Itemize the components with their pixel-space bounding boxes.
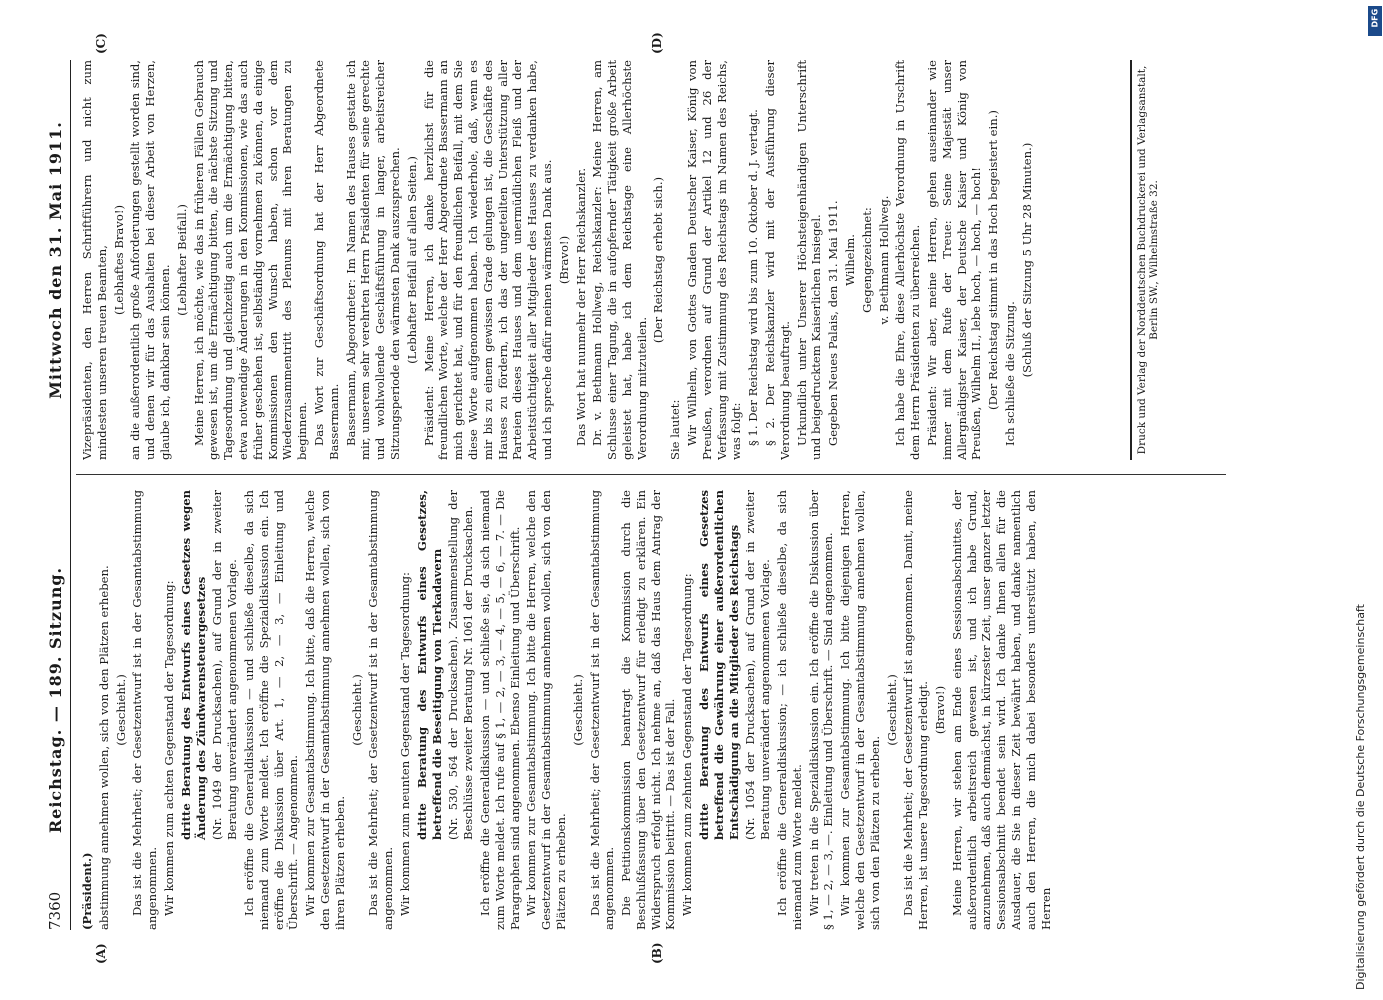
paragraph: Wir kommen zum zehnten Gegenstand der Tagesordnung: xyxy=(680,573,695,916)
digitization-note-text: Digitalisierung gefördert durch die Deutsche Forschungsgemeinschaft xyxy=(1354,604,1367,990)
paragraph: an die außerordentlich große Anforderungen gestellt worden sind, und denen wir für das Aushalten bei dieser Arbeit von Herzen, glaube ich, dankbar sein können. xyxy=(128,60,172,460)
paragraph: Wir kommen zum achten Gegenstand der Tagesordnung: xyxy=(161,580,176,916)
header-left-title: Reichstag. — 189. Sitzung. xyxy=(46,566,65,834)
paragraph: (Nr. 1054 der Drucksachen), auf Grund der in zweiter Beratung unverändert angenommenen Vorlage. xyxy=(743,490,773,840)
paragraph: Wir treten in die Spezialdiskussion ein. Ich eröffne die Diskussion über § 1, — 2, — 3, —. Einleitung und Überschrift. — Sind angenommen. xyxy=(806,490,836,930)
dfg-logo-text: DFG xyxy=(1370,8,1380,28)
paragraph: Vizepräsidenten, den Herren Schriftführern und nicht zum mindesten unseren treuen Beamten, xyxy=(80,60,109,460)
paragraph: (Der Reichstag stimmt in das Hoch begeistert ein.) xyxy=(986,110,1001,410)
margin-letter-b: (B) xyxy=(650,942,664,964)
paragraph: Wir kommen zum neunten Gegenstand der Tagesordnung: xyxy=(397,572,412,916)
paragraph: (Geschieht.) xyxy=(113,674,128,746)
header-right-title: Mittwoch den 31. Mai 1911. xyxy=(46,121,65,399)
paragraph: Ich schließe die Sitzung. xyxy=(1003,301,1018,446)
margin-letter-a: (A) xyxy=(94,943,108,964)
paragraph: (Lebhaftes Bravo!) xyxy=(111,204,126,316)
paragraph: Das ist die Mehrheit; der Gesetzentwurf ist in der Gesamtabstimmung angenommen. xyxy=(366,490,396,930)
paragraph: dritte Beratung des Entwurfs eines Gesetzes, betreffend die Beseitigung von Tierkadavern xyxy=(414,490,444,840)
paragraph: Ich eröffne die Generaldiskussion — und schließe sie, da sich niemand zum Worte meldet. Ich rufe auf § 1, — 2, — 3, — 4, — 5, — 6, — 7. — Die Paragraphen sind angenommen. Ebenso Einleitung und Überschrift. xyxy=(477,490,522,930)
paragraph: Das Wort hat nunmehr der Herr Reichskanzler. xyxy=(573,167,588,446)
margin-letter-d: (D) xyxy=(650,32,664,54)
paragraph: Die Petitionskommission beantragt die Kommission durch die Beschlußfassung über den Gesetzentwurf für erledigt zu erklären. Ein Widerspruch erfolgt nicht. Ich nehme an, daß das Haus dem Antrag der Kommission beitritt. — Das ist der Fall. xyxy=(619,490,678,930)
column-divider xyxy=(76,474,1226,475)
paragraph: Wilhelm. xyxy=(843,234,858,286)
paragraph: (Nr. 1049 der Drucksachen), auf Grund der in zweiter Beratung unverändert angenommenen Vorlage. xyxy=(210,490,240,840)
right-column xyxy=(80,60,1120,460)
digitization-note xyxy=(1350,10,1380,990)
paragraph: abstimmung annehmen wollen, sich von den Plätzen erheben. xyxy=(96,565,111,930)
paragraph: (Lebhafter Beifall auf allen Seiten.) xyxy=(404,156,419,364)
paragraph: dritte Beratung des Entwurfs eines Gesetzes wegen Änderung des Zündwarensteuergesetzes xyxy=(178,490,208,840)
paragraph: Wir kommen zur Gesamtabstimmung. Ich bitte die Herren, welche den Gesetzentwurf in der Gesamtabstimmung annehmen wollen, sich von den Plätzen zu erheben. xyxy=(524,490,568,930)
paragraph: (Geschieht.) xyxy=(570,674,585,746)
paragraph: dritte Beratung des Entwurfs eines Gesetzes betreffend die Gewährung einer außerordentlichen Entschädigung an die Mitglieder des Reichstags xyxy=(697,490,741,840)
paragraph: (Geschieht.) xyxy=(349,674,364,746)
paragraph: Meine Herren, wir stehen am Ende eines Sessionsabschnittes, der außerordentlich arbeitsreich gewesen ist, und ich habe Grund, anzunehmen, daß auch demnächst, in kürzester Zeit, unser ganzer letzter Sessionsabschnitt beendet sein wird. Ich danke Ihnen allen für die Ausdauer, die Sie in dieser Zeit bewährt haben, und danke namentlich auch den Herren, die mich dabei besonders unterstützt haben, den Herren xyxy=(949,490,1053,930)
paragraph: Ich habe die Ehre, diese Allerhöchste Verordnung in Urschrift dem Herrn Präsidenten zu überreichen. xyxy=(893,60,923,460)
paragraph: (Nr. 530, 564 der Drucksachen). Zusammenstellung der Beschlüsse zweiter Beratung Nr. 1061 der Drucksachen. xyxy=(446,490,476,840)
paragraph: Präsident: Meine Herren, ich danke herzlichst für die freundlichen Worte, welche der Herr Abgeordnete Bassermann an mich gerichtet hat, und für den freundlichen Beifall, mit dem Sie diese Worte aufgenommen haben. Ich wiederhole, daß, wenn es mir bis zu einem gewissen Grade gelungen ist, die Geschäfte des Hauses zu fördern, ich das der ungeteilten Unterstützung aller Parteien dieses Hauses und dem unermüdlichen Fleiß und der Arbeitstüchtigkeit aller Mitglieder des Hauses zu verdanken habe, und ich spreche dafür meinen wärmsten Dank aus. xyxy=(421,60,554,460)
paragraph: Das ist die Mehrheit; der Gesetzentwurf ist in der Gesamtabstimmung angenommen. xyxy=(587,490,617,930)
paragraph: Ich eröffne die Generaldiskussion — und schließe dieselbe, da sich niemand zum Worte meldet. Ich eröffne die Spezialdiskussion ein. Ich eröffne die Diskussion über Art. 1, — 2, — 3, — Einleitung und Überschrift. — Angenommen. xyxy=(241,490,301,930)
paragraph: Wir kommen zur Gesamtabstimmung. Ich bitte, daß die Herren, welche den Gesetzentwurf in der Gesamtabstimmung annehmen wollen, sich von ihren Plätzen erheben. xyxy=(303,490,347,930)
paragraph: Das Wort zur Geschäftsordnung hat der Herr Abgeordnete Bassermann. xyxy=(311,60,341,460)
paragraph: (Präsident.) xyxy=(80,852,94,930)
paragraph: (Schluß der Sitzung 5 Uhr 28 Minuten.) xyxy=(1019,142,1034,378)
paragraph: Meine Herren, ich möchte, wie das in früheren Fällen Gebrauch gewesen ist, um die Ermächtigung bitten, die nächste Sitzung und Tagesordnung und gleichzeitig auch um die Ermächtigung bitten, etwa notwendige Änderungen in den Kommissionen, wie das auch früher geschehen ist, selbständig vornehmen zu können, da einige Kommissionen den Wunsch haben, schon vor dem Wiederzusammentritt des Plenums mit ihren Beratungen zu beginnen. xyxy=(191,60,310,460)
paragraph: Dr. v. Bethmann Hollweg, Reichskanzler: Meine Herren, am Schlusse einer Tagung, die in aufopfernder Tätigkeit große Arbeit geleistet hat, habe ich dem Reichstage eine Allerhöchste Verordnung mitzuteilen. xyxy=(590,60,649,460)
paragraph: § 1. Der Reichstag wird bis zum 10. Oktober d. J. vertagt. xyxy=(746,109,761,446)
document-page xyxy=(40,32,1230,964)
imprint-text: Druck und Verlag der Norddeutschen Buchdruckerei und Verlagsanstalt, Berlin SW., Wilhelmstraße 32. xyxy=(1136,65,1160,455)
paragraph: Gegengezeichnet: xyxy=(859,207,874,313)
margin-letter-c: (C) xyxy=(94,33,108,54)
paragraph: Wir Wilhelm, von Gottes Gnaden Deutscher Kaiser, König von Preußen, verordnen auf Grund der Artikel 12 und 26 der Verfassung mit Zustimmung des Reichstags im Namen des Reichs, was folgt: xyxy=(685,60,744,460)
paragraph: (Der Reichstag erhebt sich.) xyxy=(651,176,666,344)
page-number: 7360 xyxy=(46,891,64,930)
paragraph: (Geschieht.) xyxy=(884,674,899,746)
paragraph: Präsident: Wir aber, meine Herren, gehen auseinander wie immer mit dem Rufe der Treue: Seine Majestät unser Allergnädigster Kaiser, der Deutsche Kaiser und König von Preußen, Wilhelm II., lebe hoch, — hoch, — hoch! xyxy=(925,60,984,460)
paragraph: Urkundlich unter Unserer Höchsteigenhändigen Unterschrift und beigedrucktem Kaiserlichen Insiegel. xyxy=(794,60,824,460)
paragraph: Gegeben Neues Palais, den 31. Mai 1911. xyxy=(826,200,841,446)
paragraph: Bassermann, Abgeordneter: Im Namen des Hauses gestatte ich mir, unserem sehr verehrten Herrn Präsidenten für seine gerechte und wohlwollende Geschäftsführung in langer, arbeitsreicher Sitzungsperiode den wärmsten Dank auszusprechen. xyxy=(343,60,402,460)
paragraph: (Lebhafter Beifall.) xyxy=(174,204,189,316)
page-header xyxy=(40,60,71,930)
paragraph: (Bravo!) xyxy=(933,685,948,735)
imprint-rule xyxy=(1130,60,1132,460)
dfg-logo xyxy=(1368,6,1382,36)
left-column xyxy=(80,490,1220,930)
paragraph: Sie lautet: xyxy=(668,399,683,460)
paragraph: Ich eröffne die Generaldiskussion; — ich schließe dieselbe, da sich niemand zum Worte meldet. xyxy=(775,490,804,930)
paragraph: § 2. Der Reichskanzler wird mit der Ausführung dieser Verordnung beauftragt. xyxy=(763,60,792,460)
paragraph: Wir kommen zur Gesamtabstimmung. Ich bitte diejenigen Herren, welche den Gesetzentwurf in der Gesamtabstimmung annehmen wollen, sich von den Plätzen zu erheben. xyxy=(838,490,882,930)
paragraph: Das ist die Mehrheit; der Gesetzentwurf ist angenommen. Damit, meine Herren, ist unsere Tagesordnung erledigt. xyxy=(901,490,931,930)
paragraph: Das ist die Mehrheit; der Gesetzentwurf ist in der Gesamtabstimmung angenommen. xyxy=(130,490,160,930)
paragraph: v. Bethmann Hollweg. xyxy=(876,195,891,325)
paragraph: (Bravo!) xyxy=(556,235,571,285)
